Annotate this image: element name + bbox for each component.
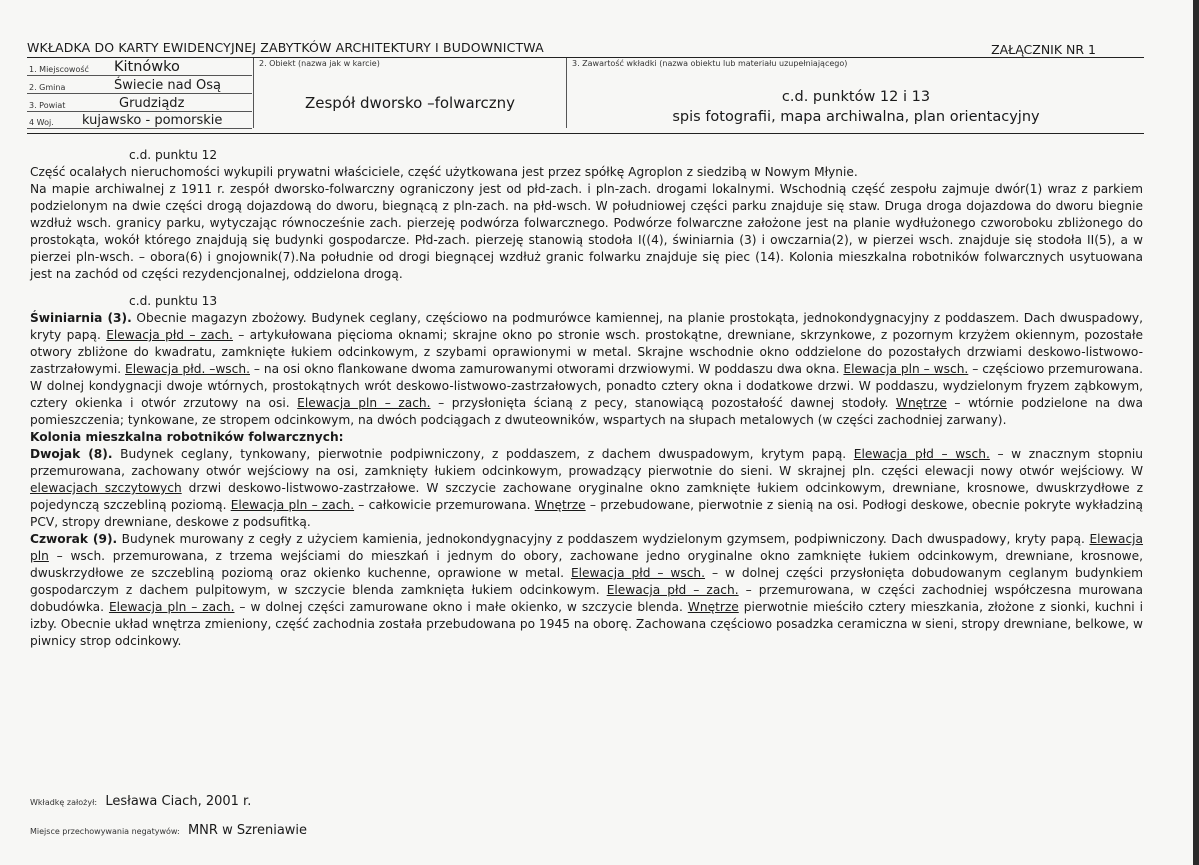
storage-label: Miejsce przechowywania negatywów:: [30, 827, 180, 836]
content-line-2: spis fotografii, mapa archiwalna, plan orientacyjny: [672, 109, 1040, 125]
elevation-label: Elewacja płd – zach.: [106, 328, 233, 342]
author-label: Wkładkę założył:: [30, 798, 98, 807]
storage-value: MNR w Szreniawie: [187, 823, 308, 838]
scan-edge: [1193, 0, 1199, 865]
document-body: [30, 147, 1143, 650]
text-run: Obecnie magazyn zbożowy. Budynek ceglany, częściowo na podmurówce kamiennej, na planie prostokąta, jednokondygnacyjny z poddaszem. Dach dwuspadowy, kryty papą.: [30, 311, 1143, 342]
object-column: [253, 58, 566, 128]
text-run: pierwotnie mieściło cztery mieszkania, złożone z sionki, kuchni i izby. Obecnie układ wnętrza zmieniony, część zachodnia została przebudowana po 1945 na oborę. Zachowana częściowo posadzka ceramiczna w sieni, stropy drewniane, belkowe, w piwnicy strop odcinkowy.: [30, 600, 1144, 648]
czworak-title: Czworak (9).: [30, 532, 118, 546]
dwojak-title: Dwojak (8).: [30, 447, 113, 461]
kolonia-heading-text: Kolonia mieszkalna robotników folwarcznych:: [30, 430, 344, 444]
text-run: Budynek ceglany, tynkowany, pierwotnie podpiwniczony, z poddaszem, z dachem dwuspadowym, krytym papą.: [112, 447, 854, 461]
commune-row: [27, 76, 252, 94]
text-run: – przysłonięta ścianą z pecy, stanowiącą pozostałość dawnej stodoły.: [430, 396, 896, 410]
text-run: – na osi okno flankowane dwoma zamurowanymi otworami drzwiowymi. W poddaszu dwa okna.: [249, 362, 844, 376]
elevation-label: Elewacja pln: [30, 532, 1144, 563]
text-run: – w dolnej części przysłonięta dobudowanym ceglanym budynkiem gospodarczym z dachem pulpitowym, w szczycie blenda zamknięta łukiem odcinkowym.: [30, 566, 1143, 597]
elevation-label: Elewacja pln – wsch.: [843, 362, 969, 376]
county-label: 3. Powiat: [29, 101, 66, 110]
interior-label: Wnętrze: [895, 396, 947, 410]
section-12-paragraph-2: Na mapie archiwalnej z 1911 r. zespół dworsko-folwarczny ograniczony jest od płd-zach. i pln-zach. drogami lokalnymi. Wschodnią część zespołu zajmuje dwór(1) wraz z parkiem podzielonym na dwie części drogą dojazdową do dworu, biegnącą z pln-zach. na płd-wsch. W południowej części parku znajduje się staw. Druga droga dojazdowa do dworu biegnie wzdłuż wsch. granicy parku, wytyczając równocześnie zach. pierzeję podwórza folwarcznego. Podwórze folwarczne założone jest na planie wydłużonego czworoboku zbliżonego do prostokąta, wokół którego znajdują się budynki gospodarcze. Płd-zach. pierzeję stanowią stodoła I((4), świniarnia (3) i owczarnia(2), w pierzei wsch. znajduje się stodoła II(5), a w pierzei pln-wsch. – obora(6) i gnojownik(7).Na południe od drogi biegnącej wzdłuż granic folwarku znajduje się piec (14). Kolonia mieszkalna robotników folwarcznych usytuowana jest na zachód od części rezydencjonalnej, oddzielona drogą.: [30, 182, 1143, 281]
location-column: [27, 58, 252, 128]
text-run: – częściowo przemurowana. W dolnej kondygnacji dwoje wtórnych, prostokątnych wrót deskowo-listwowo-zastrzałowych, ponadto cztery okna i dodatkowe drzwi. W poddaszu, wydzielonym fryzem ząbkowym, cztery okienka i otwór zrzutowy na osi.: [30, 362, 1144, 410]
czworak-paragraph: [30, 531, 1143, 650]
text-run: drzwi deskowo-listwowo-zastrzałowe. W szczycie zachowane oryginalne okno zamknięte łukiem odcinkowym, drewniane, krosnowe, dwuskrzydłowe z pojedynczą szczebliną poziomą.: [30, 481, 1143, 512]
swiniarnia-title: Świniarnia (3).: [30, 311, 132, 325]
header-form: [27, 57, 1144, 128]
object-value: Zespół dworsko –folwarczny: [304, 94, 516, 112]
elevation-label: Elewacja pln – zach.: [230, 498, 355, 512]
text-run: Budynek murowany z cegły z użyciem kamienia, jednokondygnacyjny z poddaszem wydzielonym gzymsem, podpiwniczony. Dach dwuspadowy, kryty papą.: [117, 532, 1090, 546]
voivodeship-row: [27, 111, 252, 129]
elevation-label: Elewacja płd – zach.: [606, 583, 739, 597]
interior-label: Wnętrze: [687, 600, 739, 614]
voivodeship-label: 4 Woj.: [29, 118, 54, 127]
content-column: [566, 58, 1145, 128]
card-title: WKŁADKA DO KARTY EWIDENCYJNEJ ZABYTKÓW ARCHITEKTURY I BUDOWNICTWA: [27, 40, 544, 55]
elevation-label: elewacjach szczytowych: [30, 481, 182, 495]
elevation-label: Elewacja płd – wsch.: [570, 566, 706, 580]
interior-label: Wnętrze: [534, 498, 586, 512]
voivodeship-value: kujawsko - pomorskie: [82, 113, 223, 128]
commune-value: Świecie nad Osą: [114, 78, 221, 93]
attachment-number: ZAŁĄCZNIK NR 1: [991, 42, 1096, 57]
text-run: – całkowicie przemurowana.: [354, 498, 535, 512]
section-12-paragraph-1: Część ocalałych nieruchomości wykupili prywatni właściciele, część użytkowana jest przez spółkę Agroplon z siedzibą w Nowym Młynie.: [30, 165, 858, 179]
locality-label: 1. Miejscowość: [29, 65, 89, 74]
county-row: [27, 94, 252, 112]
text-run: – artykułowana pięcioma oknami; skrajne okno po stronie wsch. prostokątne, drewniane, skrzynkowe, z pozornym krzyżem okiennym, pozostałe otwory zbliżone do kwadratu, zamknięte łukiem odcinkowym, z szybami oprawionymi w metal. Skrajne wschodnie okno oddzielone do pozostałych drzwiami deskowo-listwowo-zastrzałowymi.: [30, 328, 1143, 376]
text-run: – wsch. przemurowana, z trzema wejściami do mieszkań i jednym do obory, zachowane jedno oryginalne okno zamknięte łukiem odcinkowym, drewniane, krosnowe, dwuskrzydłowe ze szczebliną poziomą oraz okienko kuchenne, oprawione w metal.: [30, 549, 1143, 580]
elevation-label: Elewacja płd – wsch.: [853, 447, 990, 461]
content-line-1: c.d. punktów 12 i 13: [781, 89, 931, 105]
county-value: Grudziądz: [119, 96, 185, 111]
text-run: – przebudowane, pierwotnie z sienią na osi. Podłogi deskowe, obecnie pokryte wykładziną PCV, stropy drewniane, deskowe z podsufitką.: [30, 498, 1144, 529]
text-run: – w znacznym stopniu przemurowana, zachowany otwór wejściowy na osi, zamknięty łukiem odcinkowym, prowadzący pierwotnie do sieni. W skrajnej pln. części elewacji nowy otwór wejściowy. W: [30, 447, 1143, 478]
dwojak-paragraph: [30, 446, 1143, 531]
text-run: – w dolnej części zamurowane okno i małe okienko, w szczycie blenda.: [234, 600, 688, 614]
storage-line: [30, 823, 307, 838]
section-13-heading: c.d. punktu 13: [129, 294, 218, 308]
locality-value: Kitnówko: [114, 59, 180, 75]
text-run: – przemurowana, w części zachodniej współczesna murowana dobudówka.: [30, 583, 1143, 614]
elevation-label: Elewacja pln – zach.: [297, 396, 431, 410]
swiniarnia-paragraph: [30, 310, 1143, 429]
author-value: Lesława Ciach, 2001 r.: [105, 794, 252, 809]
header-divider: [27, 133, 1144, 134]
content-label: 3. Zawartość wkładki (nazwa obiektu lub materiału uzupełniającego): [572, 59, 848, 68]
elevation-label: Elewacja płd. –wsch.: [125, 362, 250, 376]
locality-row: [27, 58, 252, 76]
kolonia-heading: [30, 429, 1143, 446]
section-12-heading: c.d. punktu 12: [129, 148, 218, 162]
text-run: – wtórnie podzielone na dwa pomieszczenia; tynkowane, ze stropem odcinkowym, na dwóch podciągach z dwuteowników, wspartych na słupach metalowych (w części zachodniej zarwany).: [30, 396, 1143, 427]
object-label: 2. Obiekt (nazwa jak w karcie): [259, 59, 380, 68]
elevation-label: Elewacja pln – zach.: [108, 600, 235, 614]
commune-label: 2. Gmina: [29, 83, 66, 92]
author-line: [30, 794, 251, 809]
